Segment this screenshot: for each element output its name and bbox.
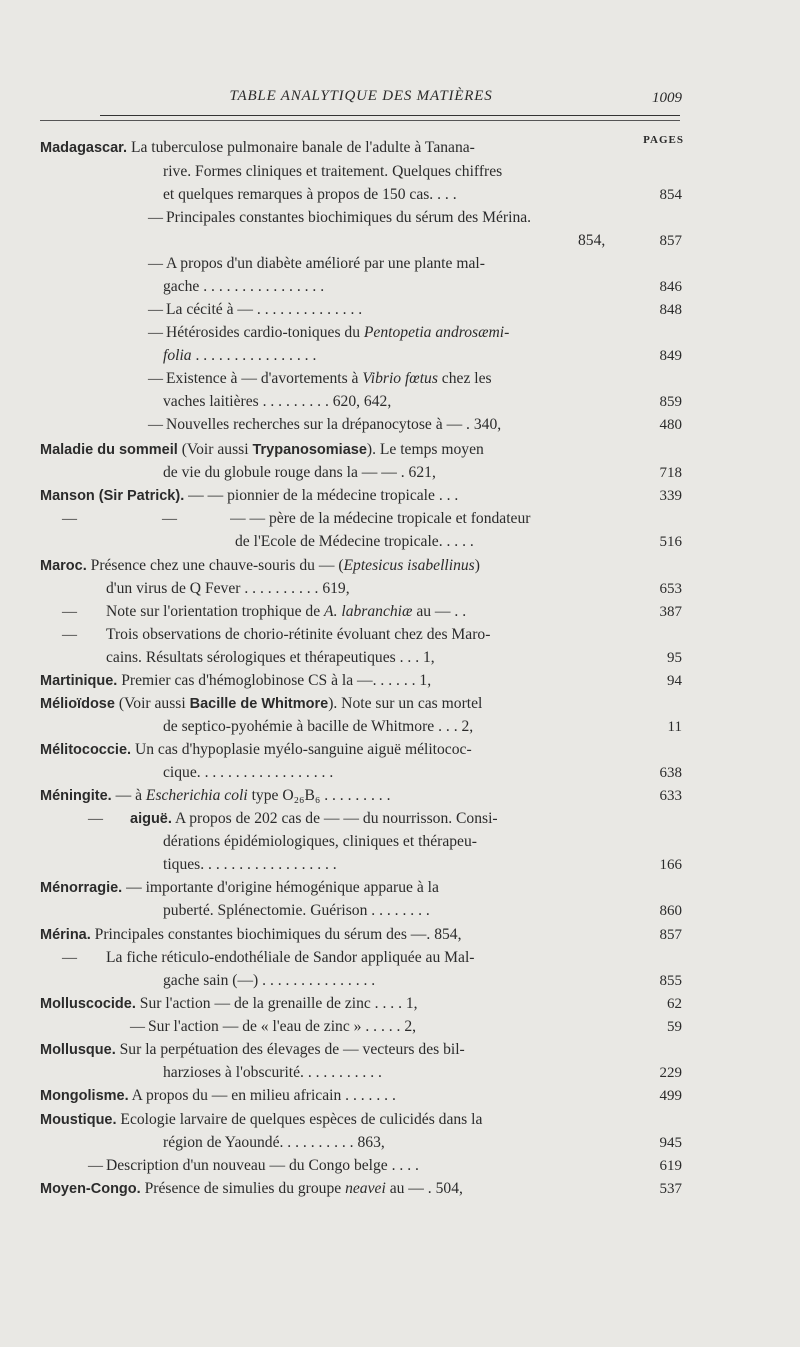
index-line <box>40 138 615 158</box>
entry-text: Principales constantes biochimiques du sérum des —. 854, <box>90 926 462 943</box>
index-line <box>163 162 615 182</box>
index-line <box>163 901 615 921</box>
entry-text: Existence à — d'avortements à <box>166 370 363 387</box>
page-reference: 59 <box>667 1019 682 1035</box>
index-line <box>163 277 615 297</box>
entry-text: cique. . . . . . . . . . . . . . . . . . <box>163 764 334 781</box>
entry-keyword: Trypanosomiase <box>252 442 367 458</box>
entry-dash: — <box>148 210 163 226</box>
entry-subkeyword: aiguë. <box>130 811 172 827</box>
entry-italic: A. labranchiæ <box>324 603 413 620</box>
index-line <box>40 486 615 506</box>
entry-dash: — <box>162 511 177 527</box>
entry-text: — — pionnier de la médecine tropicale . . . <box>184 487 459 504</box>
page-reference: 653 <box>659 581 682 597</box>
page-reference: 537 <box>659 1181 682 1197</box>
entry-keyword: Molluscocide. <box>40 996 136 1012</box>
index-line <box>40 556 615 576</box>
page-reference: 339 <box>659 488 682 504</box>
index-line <box>40 671 615 691</box>
entry-text: puberté. Splénectomie. Guérison . . . . . . . . <box>163 902 430 919</box>
entry-text: La fiche réticulo-endothéliale de Sandor appliquée au Mal- <box>106 949 475 966</box>
entry-text: cains. Résultats sérologiques et thérapeutiques . . . 1, <box>106 649 435 666</box>
index-line <box>163 763 615 783</box>
index-line <box>40 1086 615 1106</box>
entry-text: gache sain (—) . . . . . . . . . . . . . . . <box>163 972 376 989</box>
entry-text: de vie du globule rouge dans la — — . 621, <box>163 464 436 481</box>
entry-text: vaches laitières . . . . . . . . . 620, 642, <box>163 393 392 410</box>
page-reference: 638 <box>659 765 682 781</box>
entry-text: — à <box>111 787 146 804</box>
page-reference: 846 <box>659 279 682 295</box>
page-reference: 849 <box>659 348 682 364</box>
entry-text: gache . . . . . . . . . . . . . . . . <box>163 278 325 295</box>
page-reference: 857 <box>659 233 682 249</box>
entry-keyword: Moustique. <box>40 1112 117 1128</box>
entry-text: de septico-pyohémie à bacille de Whitmore . . . 2, <box>163 718 474 735</box>
index-line <box>166 323 615 343</box>
index-line <box>163 185 615 205</box>
entry-text: chez les <box>437 370 492 387</box>
index-line <box>106 1156 615 1176</box>
entry-text: A propos du — en milieu africain . . . . . . . <box>128 1087 396 1104</box>
entry-text: tiques. . . . . . . . . . . . . . . . . . <box>163 856 337 873</box>
entry-keyword: Mongolisme. <box>40 1088 129 1104</box>
index-line <box>40 1040 615 1060</box>
page-reference: 619 <box>659 1158 682 1174</box>
index-line <box>163 855 615 875</box>
index-line <box>130 809 615 829</box>
entry-keyword: Bacille de Whitmore <box>189 696 329 712</box>
index-line <box>148 1017 615 1037</box>
entry-text: Hétérosides cardio-toniques du <box>166 324 364 341</box>
entry-keyword: Mélitococcie. <box>40 742 132 758</box>
index-line <box>40 1179 615 1199</box>
index-line <box>40 740 615 760</box>
page-reference: 633 <box>659 788 682 804</box>
index-line <box>166 208 615 228</box>
index-line <box>163 971 615 991</box>
page-reference: 859 <box>659 394 682 410</box>
entry-dash: — <box>88 1158 103 1174</box>
index-line <box>163 832 615 852</box>
entry-dash: — <box>88 811 103 827</box>
entry-dash: — <box>148 371 163 387</box>
entry-text: Sur l'action — de « l'eau de zinc » . . . . . 2, <box>148 1018 417 1035</box>
entry-text: ) <box>474 557 480 574</box>
entry-text: La cécité à — . . . . . . . . . . . . . . <box>166 301 363 318</box>
entry-text: au — . . <box>412 603 467 620</box>
entry-italic: folia <box>163 347 192 364</box>
entry-keyword: Moyen-Congo. <box>40 1181 141 1197</box>
index-line <box>40 925 615 945</box>
entry-italic: Escherichia coli <box>145 787 248 804</box>
entry-dash: — <box>148 302 163 318</box>
entry-text: d'un virus de Q Fever . . . . . . . . . . 619, <box>106 580 350 597</box>
index-line <box>106 948 615 968</box>
index-line <box>230 509 615 529</box>
entry-italic: Pentopetia androsæmi- <box>363 324 510 341</box>
entry-text: et quelques remarques à propos de 150 cas. . . . <box>163 186 457 203</box>
index-line <box>163 1063 615 1083</box>
entry-text: ). Note sur un cas mortel <box>328 695 483 712</box>
index-line <box>163 717 615 737</box>
entry-text: au — . 504, <box>385 1180 463 1197</box>
entry-keyword: Madagascar. <box>40 140 128 156</box>
entry-text: Note sur l'orientation trophique de <box>106 603 325 620</box>
entry-text: Nouvelles recherches sur la drépanocytose à — . 340, <box>166 416 502 433</box>
entry-keyword: Manson (Sir Patrick). <box>40 488 185 504</box>
entry-text: (Voir aussi <box>114 695 190 712</box>
index-line <box>163 463 615 483</box>
page-reference: 387 <box>659 604 682 620</box>
entry-text: — — père de la médecine tropicale et fondateur <box>230 510 531 527</box>
index-line <box>166 300 615 320</box>
index-line <box>166 254 615 274</box>
entry-keyword: Martinique. <box>40 673 118 689</box>
entry-dash: — <box>62 604 77 620</box>
index-line <box>106 579 615 599</box>
entry-dash: — <box>148 325 163 341</box>
index-line <box>40 694 615 714</box>
page-reference: 718 <box>659 465 682 481</box>
entry-dash: — <box>130 1019 145 1035</box>
entry-text: — importante d'origine hémogénique apparue à la <box>122 879 439 896</box>
index-line <box>106 625 615 645</box>
entry-keyword: Mollusque. <box>40 1042 116 1058</box>
index-line <box>40 1110 615 1130</box>
entry-text: Principales constantes biochimiques du sérum des Mérina. <box>166 209 532 226</box>
entry-text: type O₂₆B₆ . . . . . . . . . <box>247 787 391 804</box>
entry-text: Premier cas d'hémoglobinose CS à la —. . . . . . 1, <box>117 672 432 689</box>
entry-text: Description d'un nouveau — du Congo belge . . . . <box>106 1157 419 1174</box>
entry-keyword: Ménorragie. <box>40 880 123 896</box>
page-reference: 166 <box>659 857 682 873</box>
entry-keyword: Méningite. <box>40 788 112 804</box>
running-title: TABLE ANALYTIQUE DES MATIÈRES <box>229 88 493 104</box>
page-reference: 854 <box>659 187 682 203</box>
entry-text: . . . . . . . . . . . . . . . . <box>191 347 317 364</box>
entry-text: de l'Ecole de Médecine tropicale. . . . . <box>235 533 474 550</box>
page-number: 1009 <box>652 90 682 106</box>
entry-text: Ecologie larvaire de quelques espèces de culicidés dans la <box>116 1111 483 1128</box>
entry-keyword: Mérina. <box>40 927 91 943</box>
index-line <box>40 440 615 460</box>
page-reference: 229 <box>659 1065 682 1081</box>
entry-italic: Eptesicus isabellinus <box>343 557 475 574</box>
page-reference: 480 <box>659 417 682 433</box>
entry-italic: neavei <box>345 1180 386 1197</box>
page-reference: 499 <box>659 1088 682 1104</box>
entry-text: harzioses à l'obscurité. . . . . . . . . . . <box>163 1064 382 1081</box>
index-line <box>106 602 615 622</box>
index-line <box>40 786 615 806</box>
index-line <box>166 369 615 389</box>
page-reference: 945 <box>659 1135 682 1151</box>
entry-dash: — <box>62 511 77 527</box>
index-line <box>40 994 615 1014</box>
entry-dash: — <box>62 950 77 966</box>
page-reference: 516 <box>659 534 682 550</box>
page-reference: 855 <box>659 973 682 989</box>
index-line <box>166 415 615 435</box>
entry-text: (Voir aussi <box>177 441 253 458</box>
page-reference: 848 <box>659 302 682 318</box>
entry-text: Un cas d'hypoplasie myélo-sanguine aiguë mélitococ- <box>131 741 472 758</box>
entry-dash: — <box>62 627 77 643</box>
entry-text: 854, <box>578 232 606 249</box>
page-reference: 860 <box>659 903 682 919</box>
entry-keyword: Maroc. <box>40 558 87 574</box>
entry-text: Présence chez une chauve-souris du — ( <box>86 557 344 574</box>
entry-keyword: Maladie du sommeil <box>40 442 178 458</box>
entry-text: Trois observations de chorio-rétinite évoluant chez des Maro- <box>106 626 491 643</box>
entry-text: Présence de simulies du groupe <box>140 1180 346 1197</box>
entry-text: Sur la perpétuation des élevages de — vecteurs des bil- <box>115 1041 465 1058</box>
entry-text: rive. Formes cliniques et traitement. Quelques chiffres <box>163 163 503 180</box>
entry-text: dérations épidémiologiques, cliniques et thérapeu- <box>163 833 477 850</box>
page-reference: 62 <box>667 996 682 1012</box>
entry-text: région de Yaoundé. . . . . . . . . . 863, <box>163 1134 385 1151</box>
entry-dash: — <box>148 256 163 272</box>
entry-italic: Vibrio fœtus <box>362 370 438 387</box>
entry-keyword: Mélioïdose <box>40 696 115 712</box>
entry-text: A propos d'un diabète amélioré par une plante mal- <box>166 255 485 272</box>
entry-text: ). Le temps moyen <box>366 441 484 458</box>
page-reference: 95 <box>667 650 682 666</box>
pages-column-label: PAGES <box>643 134 684 146</box>
page-reference: 94 <box>667 673 682 689</box>
index-line <box>106 648 615 668</box>
index-line <box>163 346 615 366</box>
entry-text: Sur l'action — de la grenaille de zinc . . . . 1, <box>135 995 418 1012</box>
index-line <box>40 878 615 898</box>
index-line <box>578 231 615 251</box>
entry-text: A propos de 202 cas de — — du nourrisson. Consi- <box>171 810 498 827</box>
index-line <box>235 532 615 552</box>
index-line <box>163 392 615 412</box>
page-reference: 857 <box>659 927 682 943</box>
index-line <box>163 1133 615 1153</box>
page-reference: 11 <box>667 719 682 735</box>
entry-text: La tuberculose pulmonaire banale de l'adulte à Tanana- <box>127 139 475 156</box>
entry-dash: — <box>148 417 163 433</box>
